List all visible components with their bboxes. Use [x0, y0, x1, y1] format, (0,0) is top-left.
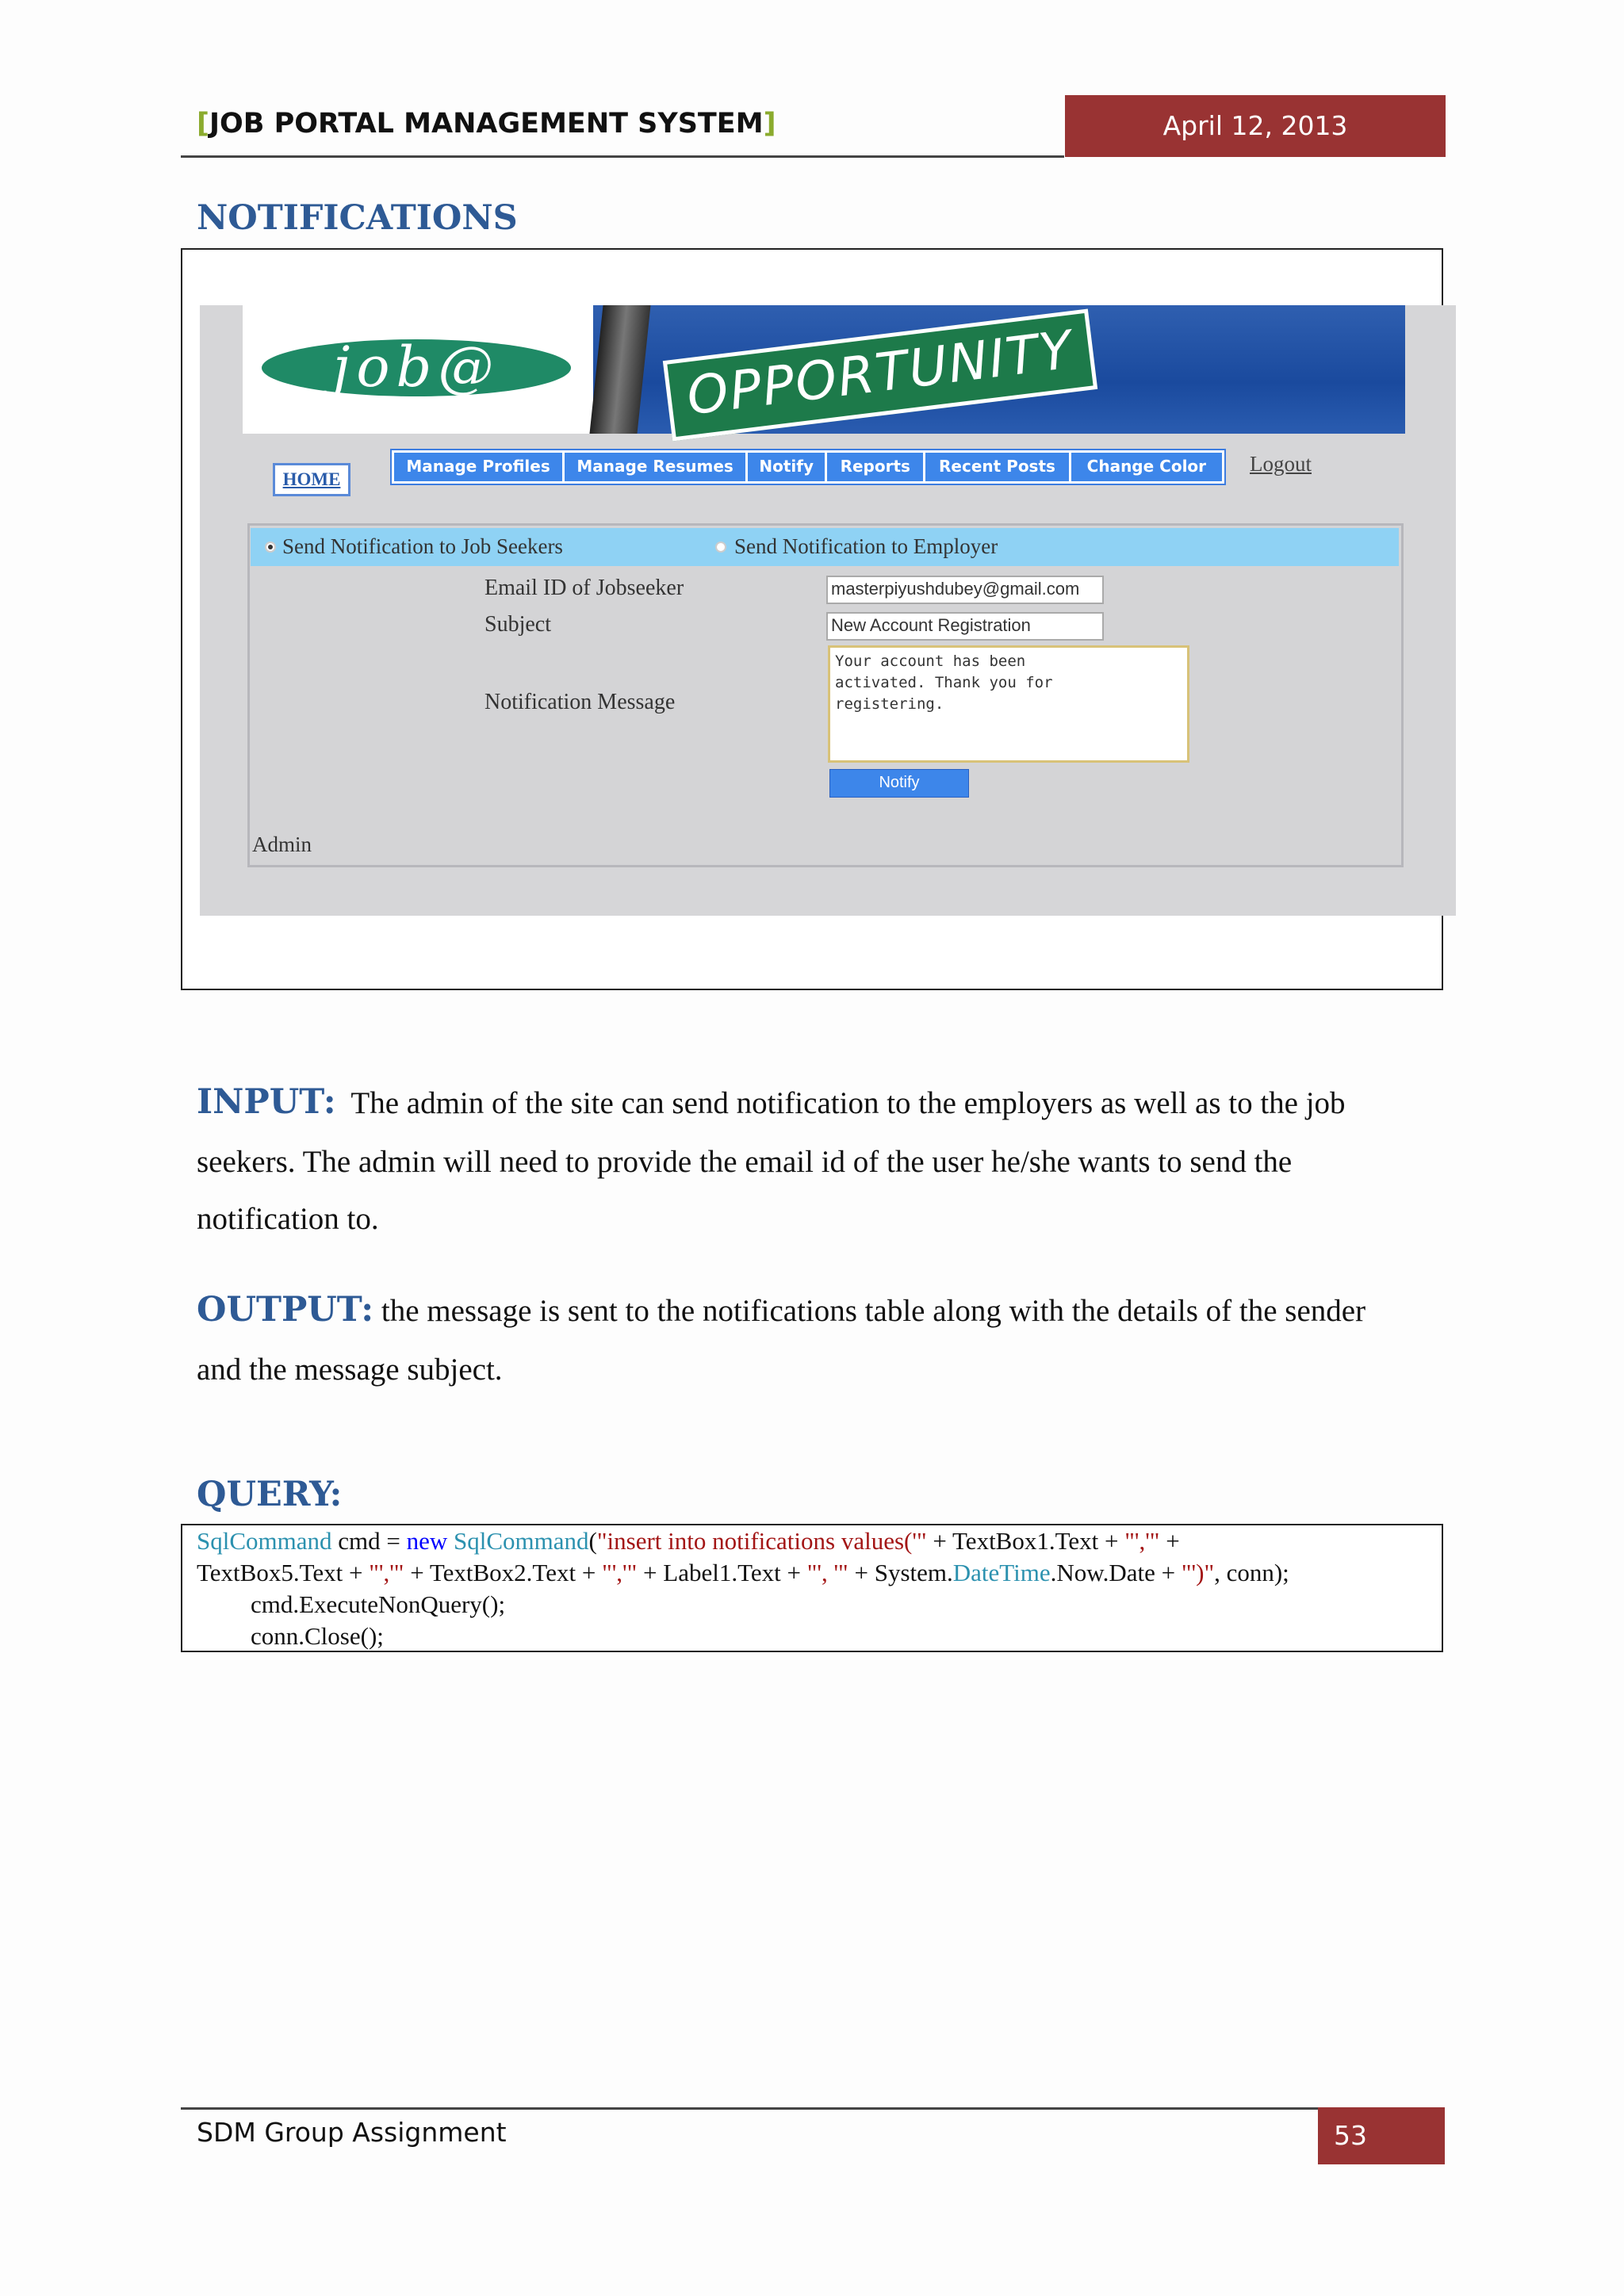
notification-form-panel: [247, 523, 1404, 867]
radio-jobseekers-label: Send Notification to Job Seekers: [282, 534, 563, 558]
section-title-notifications: NOTIFICATIONS: [197, 198, 518, 238]
code-type-sqlcommand: SqlCommand: [197, 1527, 332, 1555]
output-text-1: the message is sent to the notifications table along with the details of the sender: [381, 1294, 1366, 1328]
code-line-1: [197, 1525, 1180, 1557]
footer-text: SDM Group Assignment: [197, 2117, 507, 2148]
output-line-2: and the message subject.: [197, 1353, 503, 1387]
logout-link[interactable]: Logout: [1250, 452, 1312, 476]
opportunity-sign: OPPORTUNITY: [663, 308, 1097, 441]
message-label: Notification Message: [485, 690, 676, 714]
code-line-4: conn.Close();: [251, 1622, 384, 1650]
document-header-title: [197, 108, 776, 140]
code-type-sqlcommand-2: SqlCommand: [447, 1527, 589, 1555]
code-keyword-new: new: [406, 1527, 448, 1555]
page-number: 53: [1318, 2107, 1445, 2164]
input-line-2: seekers. The admin will need to provide the email id of the user he/she wants to send the: [197, 1145, 1293, 1179]
code-l2-s1: "','": [369, 1559, 404, 1586]
code-l1-a: cmd =: [331, 1527, 407, 1555]
nav-reports[interactable]: Reports: [827, 453, 923, 481]
admin-label: Admin: [252, 832, 312, 856]
code-l2-s3: "', '": [806, 1559, 848, 1586]
header-date: April 12, 2013: [1065, 95, 1446, 157]
code-l2-e: .Now.Date +: [1050, 1559, 1182, 1586]
code-l2-s2: "','": [602, 1559, 638, 1586]
code-line-2: [197, 1557, 1289, 1589]
output-label: OUTPUT:: [197, 1290, 374, 1330]
radio-jobseekers[interactable]: [265, 541, 276, 553]
query-label: QUERY:: [197, 1475, 343, 1514]
code-l1-paren: (: [588, 1527, 597, 1555]
code-l2-c: + Label1.Text +: [637, 1559, 807, 1586]
email-label: Email ID of Jobseeker: [485, 576, 684, 600]
nav-manage-resumes[interactable]: Manage Resumes: [565, 453, 745, 481]
nav-recent-posts[interactable]: Recent Posts: [925, 453, 1068, 481]
code-l1-string: "insert into notifications values('": [596, 1527, 927, 1555]
header-bracket-close: ]: [763, 108, 776, 140]
input-line-1: [197, 1072, 1346, 1134]
nav-change-color[interactable]: Change Color: [1071, 453, 1222, 481]
code-type-datetime: DateTime: [952, 1559, 1051, 1586]
home-link[interactable]: HOME: [273, 463, 350, 496]
output-line-1: [197, 1280, 1365, 1341]
code-l1-string-2: "','": [1124, 1527, 1160, 1555]
notify-button[interactable]: Notify: [829, 769, 969, 798]
radio-employer-label: Send Notification to Employer: [734, 534, 998, 558]
email-input[interactable]: masterpiyushdubey@gmail.com: [826, 576, 1104, 604]
job-logo: job@: [262, 339, 571, 396]
header-bracket-open: [: [197, 108, 209, 140]
code-l2-d: + System.: [848, 1559, 953, 1586]
subject-input[interactable]: New Account Registration: [826, 612, 1104, 641]
nav-notify[interactable]: Notify: [748, 453, 825, 481]
input-label: INPUT:: [197, 1082, 336, 1122]
admin-nav-bar: [390, 449, 1226, 485]
code-l1-c: +: [1159, 1527, 1180, 1555]
header-rule: [181, 155, 1064, 158]
subject-label: Subject: [485, 612, 551, 637]
code-l2-f: , conn);: [1214, 1559, 1289, 1586]
nav-manage-profiles[interactable]: Manage Profiles: [394, 453, 562, 481]
message-textarea[interactable]: Your account has been activated. Thank you for registering.: [828, 645, 1189, 763]
code-l2-a: TextBox5.Text +: [197, 1559, 370, 1586]
header-title-text: JOB PORTAL MANAGEMENT SYSTEM: [209, 108, 764, 140]
code-l2-b: + TextBox2.Text +: [404, 1559, 603, 1586]
code-l1-b: + TextBox1.Text +: [926, 1527, 1125, 1555]
radio-employer[interactable]: [715, 541, 726, 553]
footer-rule: [181, 2107, 1318, 2110]
input-text-1: The admin of the site can send notification to the employers as well as to the job: [350, 1086, 1346, 1120]
input-line-3: notification to.: [197, 1202, 379, 1236]
code-line-3: cmd.ExecuteNonQuery();: [251, 1590, 506, 1618]
code-l2-s4: "')": [1181, 1559, 1215, 1586]
